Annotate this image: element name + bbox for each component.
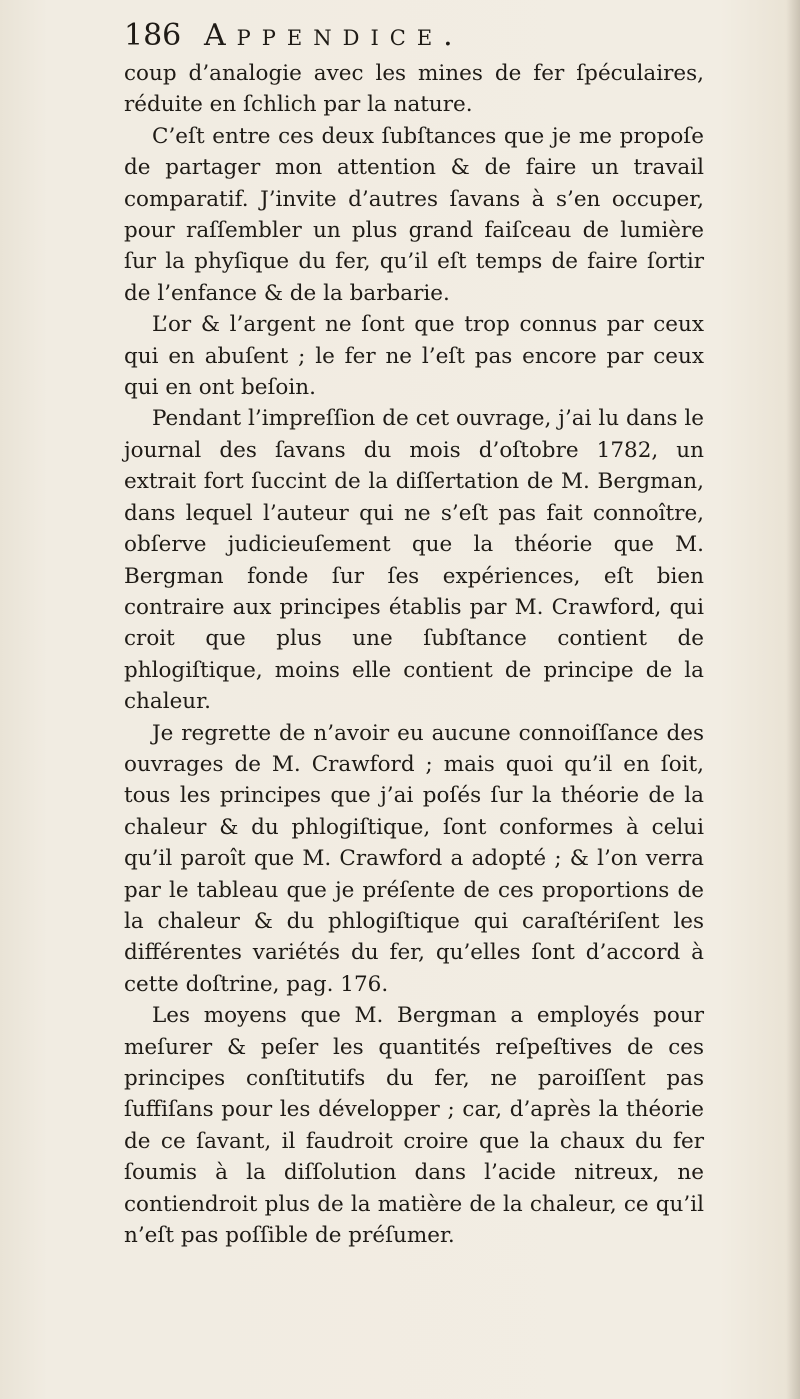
paragraph: Pendant l’impreſſion de cet ouvrage, j’ai lu dans le journal des ſavans du mois d’oſtobre 1782, un extrait fort ſuccint de la diſſertation de M. Bergman, dans lequel l’auteur qui ne s’eſt pas fait connoître, obſerve judicieuſement que la théorie que M. Bergman fonde ſur ſes expériences, eſt bien contraire aux principes établis par M. Crawford, qui croit que plus une ſubſtance contient de phlogiſtique, moins elle contient de principe de la chaleur. xyxy=(124,406,704,715)
paragraph: coup d’analogie avec les mines de fer ſpéculaires, réduite en ſchlich par la nature. xyxy=(124,61,704,118)
paragraph: Les moyens que M. Bergman a employés pour meſurer & peſer les quantités reſpeſtives de ces principes conſtitutifs du fer, ne paroiſſent pas ſuffiſans pour les développer ; car, d’après la théorie de ce ſavant, il faudroit croire que la chaux du fer ſoumis à la diſſolution dans l’acide nitreux, ne contiendroit plus de la matière de la chaleur, ce qu’il n’eſt pas poſſible de préſumer. xyxy=(124,1003,704,1249)
page-number: 186 xyxy=(124,18,182,53)
paragraph: C’eſt entre ces deux ſubſtances que je me propoſe de partager mon attention & de faire un travail comparatif. J’invite d’autres ſavans à s’en occuper, pour raſſembler un plus grand faiſceau de lumière ſur la phyſique du fer, qu’il eſt temps de faire ſortir de l’enfance & de la barbarie. xyxy=(124,123,704,306)
body-text xyxy=(124,58,704,1251)
page-header xyxy=(124,14,704,58)
running-title: Appendice. xyxy=(204,18,464,53)
page-edge-shadow xyxy=(786,0,800,1399)
paragraph: L’or & l’argent ne ſont que trop connus par ceux qui en abuſent ; le fer ne l’eſt pas encore par ceux qui en ont beſoin. xyxy=(124,312,704,401)
paragraph: Je regrette de n’avoir eu aucune connoiſſance des ouvrages de M. Crawford ; mais quoi qu’il en ſoit, tous les principes que j’ai poſés ſur la théorie de la chaleur & du phlogiſtique, ſont conformes à celui qu’il paroît que M. Crawford a adopté ; & l’on verra par le tableau que je préſente de ces proportions de la chaleur & du phlogiſtique qui caraſtériſent les différentes variétés du fer, qu’elles ſont d’accord à cette doſtrine, pag. 176. xyxy=(124,720,704,997)
